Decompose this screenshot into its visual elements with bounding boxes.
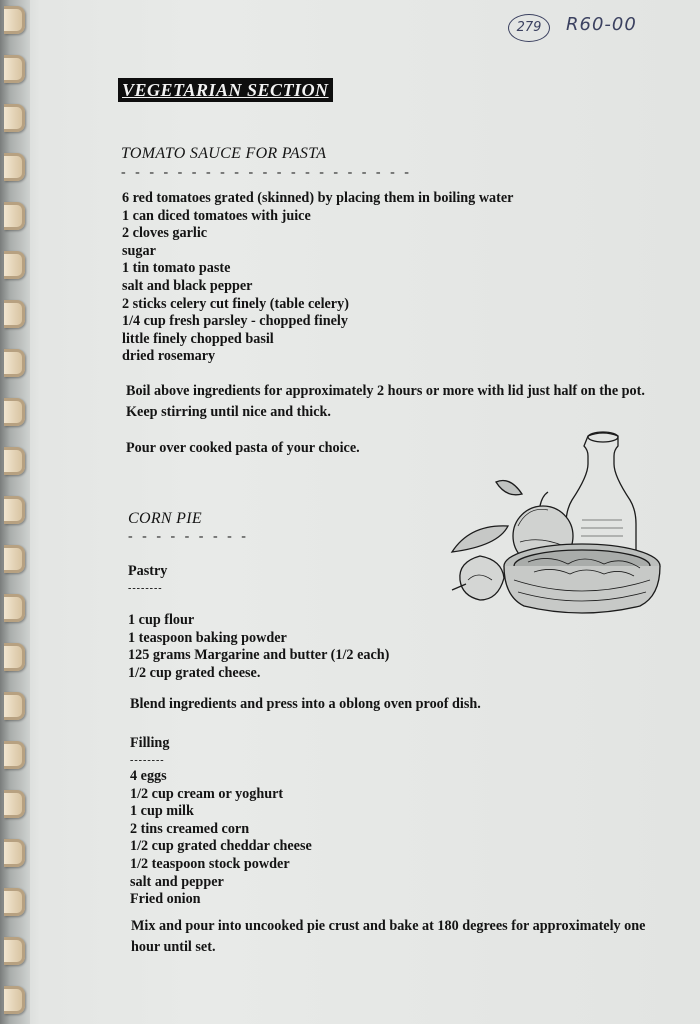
list-item: 1/2 teaspoon stock powder bbox=[130, 855, 290, 872]
list-item: 6 red tomatoes grated (skinned) by placing them in boiling water bbox=[122, 190, 514, 206]
binding-ring bbox=[4, 545, 25, 573]
binding-ring bbox=[4, 202, 25, 230]
list-item: Fried onion bbox=[130, 891, 201, 908]
list-item: little finely chopped basil bbox=[122, 330, 274, 347]
handwritten-page-number: 279 bbox=[508, 14, 550, 42]
section-title: VEGETARIAN SECTION bbox=[118, 78, 333, 102]
list-item: 1 can diced tomatoes with juice bbox=[122, 207, 311, 224]
binding-ring bbox=[4, 349, 25, 377]
filling-label: Filling bbox=[130, 735, 170, 751]
pie-and-bottle-illustration bbox=[448, 430, 666, 616]
title-underline: - - - - - - - - - - - - - - - - - - - - - bbox=[121, 165, 412, 180]
list-item: 1 cup flour bbox=[128, 612, 195, 628]
binding-ring bbox=[4, 937, 25, 965]
filling-underline: -------- bbox=[130, 755, 165, 766]
binding-ring bbox=[4, 888, 25, 916]
binding-ring bbox=[4, 447, 25, 475]
title-underline: - - - - - - - - - bbox=[128, 529, 249, 544]
binding-ring bbox=[4, 300, 25, 328]
list-item: salt and pepper bbox=[130, 873, 224, 890]
binding-ring bbox=[4, 790, 25, 818]
list-item: dried rosemary bbox=[122, 348, 216, 365]
list-item: 2 cloves garlic bbox=[122, 225, 208, 242]
binding-ring bbox=[4, 398, 25, 426]
list-item: 1/4 cup fresh parsley - chopped finely bbox=[122, 313, 348, 330]
list-item: 1 cup milk bbox=[130, 803, 194, 820]
list-item: 4 eggs bbox=[130, 768, 167, 784]
binding-ring bbox=[4, 251, 25, 279]
list-item: 2 tins creamed corn bbox=[130, 820, 250, 837]
list-item: salt and black pepper bbox=[122, 277, 253, 294]
method-tomato-serve: Pour over cooked pasta of your choice. bbox=[126, 440, 360, 456]
handwritten-price: R60-00 bbox=[566, 14, 637, 35]
list-item: 2 sticks celery cut finely (table celery) bbox=[122, 295, 349, 312]
binding-ring bbox=[4, 986, 25, 1014]
method-pastry: Blend ingredients and press into a oblong oven proof dish. bbox=[130, 696, 481, 712]
method-tomato-boil: Boil above ingredients for approximately 2 hours or more with lid just half on the pot. Keep stirring until nice and thick. bbox=[126, 383, 645, 420]
binding-ring bbox=[4, 594, 25, 622]
binding-ring bbox=[4, 6, 25, 34]
list-item: 125 grams Margarine and butter (1/2 each) bbox=[128, 647, 390, 664]
list-item: 1/2 cup cream or yoghurt bbox=[130, 785, 284, 802]
list-item: 1/2 cup grated cheese. bbox=[128, 664, 261, 681]
ingredient-list-tomato bbox=[122, 190, 513, 366]
binding-ring bbox=[4, 55, 25, 83]
binding-ring bbox=[4, 692, 25, 720]
list-item: 1/2 cup grated cheddar cheese bbox=[130, 838, 312, 855]
list-item: sugar bbox=[122, 242, 156, 259]
method-filling: Mix and pour into uncooked pie crust and bake at 180 degrees for approximately one hour until set. bbox=[131, 918, 646, 955]
binding-ring bbox=[4, 496, 25, 524]
recipe-title-tomato-sauce: TOMATO SAUCE FOR PASTA bbox=[121, 145, 327, 162]
binding-ring bbox=[4, 643, 25, 671]
binding-ring bbox=[4, 839, 25, 867]
binding-ring bbox=[4, 741, 25, 769]
pastry-underline: -------- bbox=[128, 583, 163, 594]
ingredient-list-filling bbox=[130, 768, 312, 909]
pastry-label: Pastry bbox=[128, 563, 168, 579]
list-item: 1 teaspoon baking powder bbox=[128, 629, 287, 646]
list-item: 1 tin tomato paste bbox=[122, 260, 231, 277]
binding-ring bbox=[4, 104, 25, 132]
binding-ring bbox=[4, 153, 25, 181]
ingredient-list-pastry bbox=[128, 612, 389, 682]
recipe-title-corn-pie: CORN PIE bbox=[128, 510, 202, 527]
